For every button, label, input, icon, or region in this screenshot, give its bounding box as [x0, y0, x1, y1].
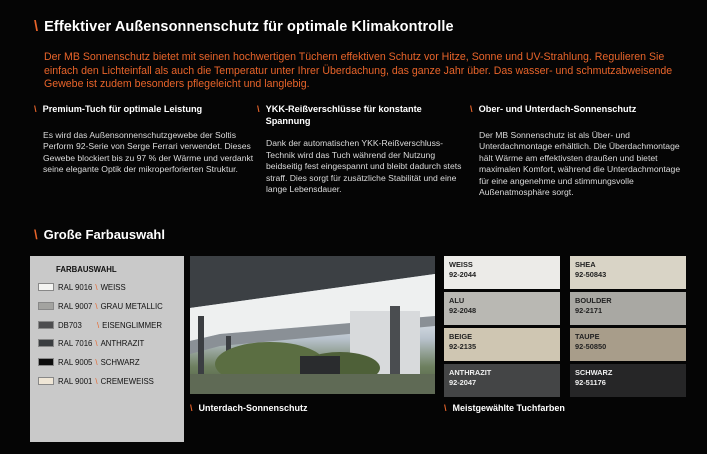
- fabric-swatch: BOULDER 92-2171: [570, 292, 686, 325]
- legend-item: RAL 9007 \ GRAU METALLIC: [38, 301, 163, 311]
- feature-heading: \ Premium-Tuch für optimale Leistung: [34, 104, 203, 114]
- legend-item: DB703 \ EISENGLIMMER: [38, 320, 162, 330]
- feature-montage: [470, 104, 690, 199]
- color-swatch: [38, 302, 54, 310]
- terrace-illustration: [190, 256, 435, 394]
- feature-heading: \ Ober- und Unterdach-Sonnenschutz: [470, 104, 637, 114]
- legend-item: RAL 9016 \ WEISS: [38, 282, 126, 292]
- feature-premium-tuch: [34, 104, 254, 176]
- color-swatch: [38, 358, 54, 366]
- fabric-swatch: WEISS 92-2044: [444, 256, 560, 289]
- fabric-swatch: ANTHRAZIT 92-2047: [444, 364, 560, 397]
- color-swatch: [38, 321, 54, 329]
- color-legend: [30, 256, 184, 442]
- color-swatch: [38, 339, 54, 347]
- fabric-swatch: SHEA 92-50843: [570, 256, 686, 289]
- intro-text: Der MB Sonnenschutz bietet mit seinen hochwertigen Tüchern effektiven Schutz vor Hitze, Sonne und UV-Strahlung. Regulieren Sie einfach den Lichteinfall als auch die Temperatur unter Ihrer Überdachung, das ganze Jahr über. Das wasser- und schmutzabweisende Gewebe ist zudem besonders pflegeleicht und langlebig.: [44, 51, 673, 90]
- legend-heading: FARBAUSWAHL: [56, 265, 117, 274]
- fabric-swatch: BEIGE 92-2135: [444, 328, 560, 361]
- legend-item: RAL 7016 \ ANTHRAZIT: [38, 338, 144, 348]
- feature-text: Dank der automatischen YKK-Reißverschluss-Technik wird das Tuch während der Nutzung beidseitig fest eingespannt und bleibt dadurch stets straff. Dies sorgt für zusätzliche Stabilität und eine lange Lebensdauer.: [266, 138, 462, 195]
- legend-item: RAL 9005 \ SCHWARZ: [38, 357, 140, 367]
- photo-caption: \ Unterdach-Sonnenschutz: [190, 403, 308, 413]
- color-swatch: [38, 377, 54, 385]
- fabrics-caption: \ Meistgewählte Tuchfarben: [444, 403, 565, 413]
- fabric-swatch: TAUPE 92-50850: [570, 328, 686, 361]
- fabric-swatch: ALU 92-2048: [444, 292, 560, 325]
- section-title-farbauswahl: \ Große Farbauswahl: [34, 227, 165, 242]
- page-title: \ Effektiver Außensonnenschutz für optimale Klimakontrolle: [34, 19, 454, 35]
- color-swatch: [38, 283, 54, 291]
- fabric-swatch: SCHWARZ 92-51176: [570, 364, 686, 397]
- feature-text: Der MB Sonnenschutz ist als Über- und Unterdachmontage erhältlich. Die Überdachmontage hält Wärme am effektivsten draußen und bietet maximalen Komfort, während die Unterdachmontage für eine angenehme und stimmungsvolle Außenatmosphäre sorgt.: [479, 129, 681, 198]
- feature-heading: \ YKK-Reißverschlüsse für konstante Spannung: [257, 104, 422, 126]
- terrace-photo: [190, 256, 435, 394]
- feature-text: Es wird das Außensonnenschutzgewebe der Soltis Perform 92-Serie von Serge Ferrari verwendet. Dieses Gewebe blockiert bis zu 97 % der Wärme und verdankt seine elegante Optik der mikroperforierten Struktur.: [43, 129, 254, 175]
- legend-item: RAL 9001 \ CREMEWEISS: [38, 376, 154, 386]
- feature-ykk: [257, 104, 467, 196]
- slash-marker: \: [34, 19, 39, 35]
